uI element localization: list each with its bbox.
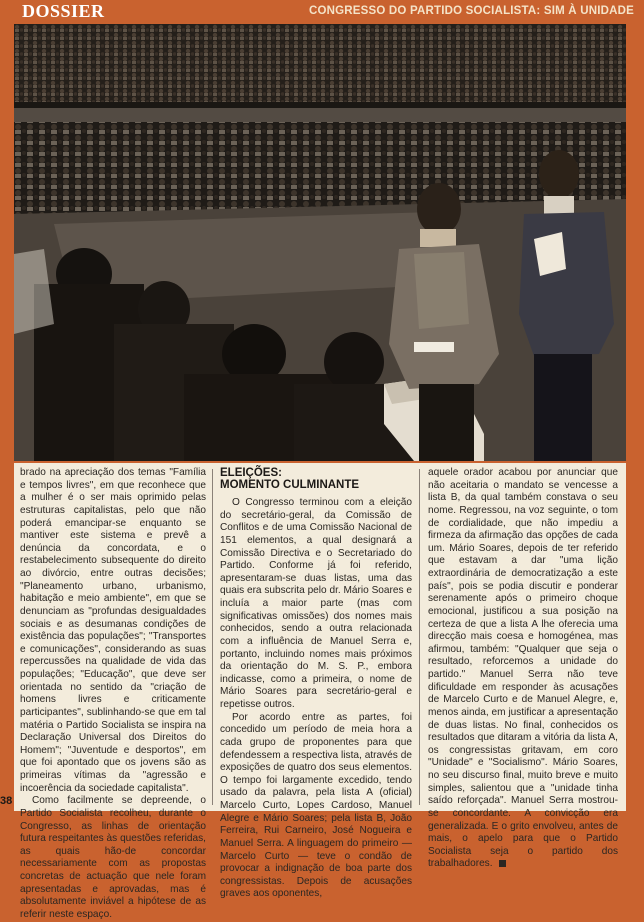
running-title: CONGRESSO DO PARTIDO SOCIALISTA: SIM À UNIDADE — [308, 5, 634, 17]
subheading-line: ELEIÇÕES: — [220, 467, 282, 479]
article-column-1 — [20, 467, 206, 922]
section-label: DOSSIER — [22, 0, 105, 21]
paragraph: brado na apreciação dos temas "Família e tempos livres", em que reconhece que a mulher é o ser mais oprimido pelas estruturas capitalistas, pelo que não poderá emancipar-se enquanto se mantiver este sistema e prevê a denúncia da concordata, e o restabelecimento subsequente do direito ao divórcio, entre outras decisões; "Planeamento urbano, urbanismo, habitação e meio ambiente", em que se denunciam as "profundas desigualdades sociais e as desumanas condições de existência das populações"; "Transportes e comunicações", considerando as suas repercussões na qualidade de vida das populações; "Educação", que deve ser orientada no sentido da "criação de homens livres e criticamente participantes", sublinhando-se que em tal matéria o Partido Socialista se inspira na Declaração Universal dos Direitos do Homem"; "Juventude e desportos", em que foi apontado que os jovens são as primeiras vítimas da "agressão e incoerência da sociedade capitalista". — [20, 467, 206, 794]
article-subheading — [220, 467, 412, 491]
end-of-article-mark — [499, 860, 506, 867]
article-column-2 — [220, 467, 412, 901]
paragraph: O Congresso terminou com a eleição do secretário-geral, da Comissão de Conflitos e de uma Comissão Nacional de 151 elementos, a qual designará a Comissão Directiva e o Secretariado do Partido. Conforme já foi referido, apresentaram-se duas listas, uma das quais era subscrita pelo dr. Mário Soares e incluía a maior parte (mas com significativas omissões) dos nomes mais conhecidos, sendo a outra relacionada com a influência de Manuel Serra e, portanto, incluindo nomes mais próximos da orientação do M. S. P., embora indicasse, como a primeira, o nome de Mário Soares para secretário-geral e repetisse outros. — [220, 497, 412, 710]
article-column-3 — [428, 467, 618, 871]
column-divider — [212, 469, 213, 805]
paragraph-text: aquele orador acabou por anunciar que não aceitaria o mandato se vencesse a lista B, da qual também constava o seu nome. Regressou, na voz seguinte, o tom de cordialidade, que não impediu a firmeza da afirmação das opções de cada um. Mário Soares, depois de ter referido que estavam a dar "uma lição extraordinária de democratização a este país", pois se podia discutir e ponderar serenamente após o primeiro choque emocional, justificou a sua posição na certeza de que a lista A lhe oferecia uma direcção mais coesa e homogénea, mas afirmou, também: "Qualquer que seja o resultado, reforcemos a unidade do partido." Manuel Serra não teve dificuldade em responder às acusações de Marcelo Curto e de Manuel Alegre, e, menos ainda, em justificar a apresentação de duas listas. No final, conhecidos os resultados que ditaram a vitória da lista A, os congressistas gritavam, em coro "Unidade" e "Socialismo". Mário Soares, no seu discurso final, muito breve e muito simples, salientou que a "unidade tinha saído reforçada". Manuel Serra mostrou-se concordante. A convicção era generalizada. E o grito envolveu, antes de mais, o apelo para que o Partido Socialista seja o partido dos trabalhadores. — [428, 467, 618, 870]
paragraph — [428, 467, 618, 871]
page-number: 38 — [0, 795, 13, 807]
article-page — [14, 463, 626, 920]
congress-hall-photo-illustration — [14, 24, 626, 461]
congress-hall-photo — [14, 24, 626, 461]
paragraph: Por acordo entre as partes, foi concedido um período de meia hora a cada grupo de proponentes para que defendessem a respectiva lista, através de exposições de quatro dos seus elementos. O tempo foi largamente excedido, tendo usado da palavra, pela lista A (oficial) Marcelo Curto, Lopes Cardoso, Manuel Alegre e Mário Soares; pela lista B, João Ferreira, Rui Carneiro, José Nogueira e Manuel Serra. A linguagem do primeiro — Marcelo Curto — teve o condão de provocar a indignação de boa parte dos congressistas. Depois de acusações graves aos oponentes, — [220, 711, 412, 900]
column-divider — [419, 469, 420, 805]
subheading-line: MOMENTO CULMINANTE — [220, 479, 360, 491]
paragraph: Como facilmente se depreende, o Partido Socialista recolheu, durante o Congresso, as linhas de orientação futura respeitantes às questões referidas, as quais hão-de concordar necessariamente com as propostas concretas de actuação que nele foram apresentadas e aprovadas, mas é absolutamente inviável a hipótese de as referir neste espaço. — [20, 795, 206, 920]
page-header — [0, 0, 644, 22]
